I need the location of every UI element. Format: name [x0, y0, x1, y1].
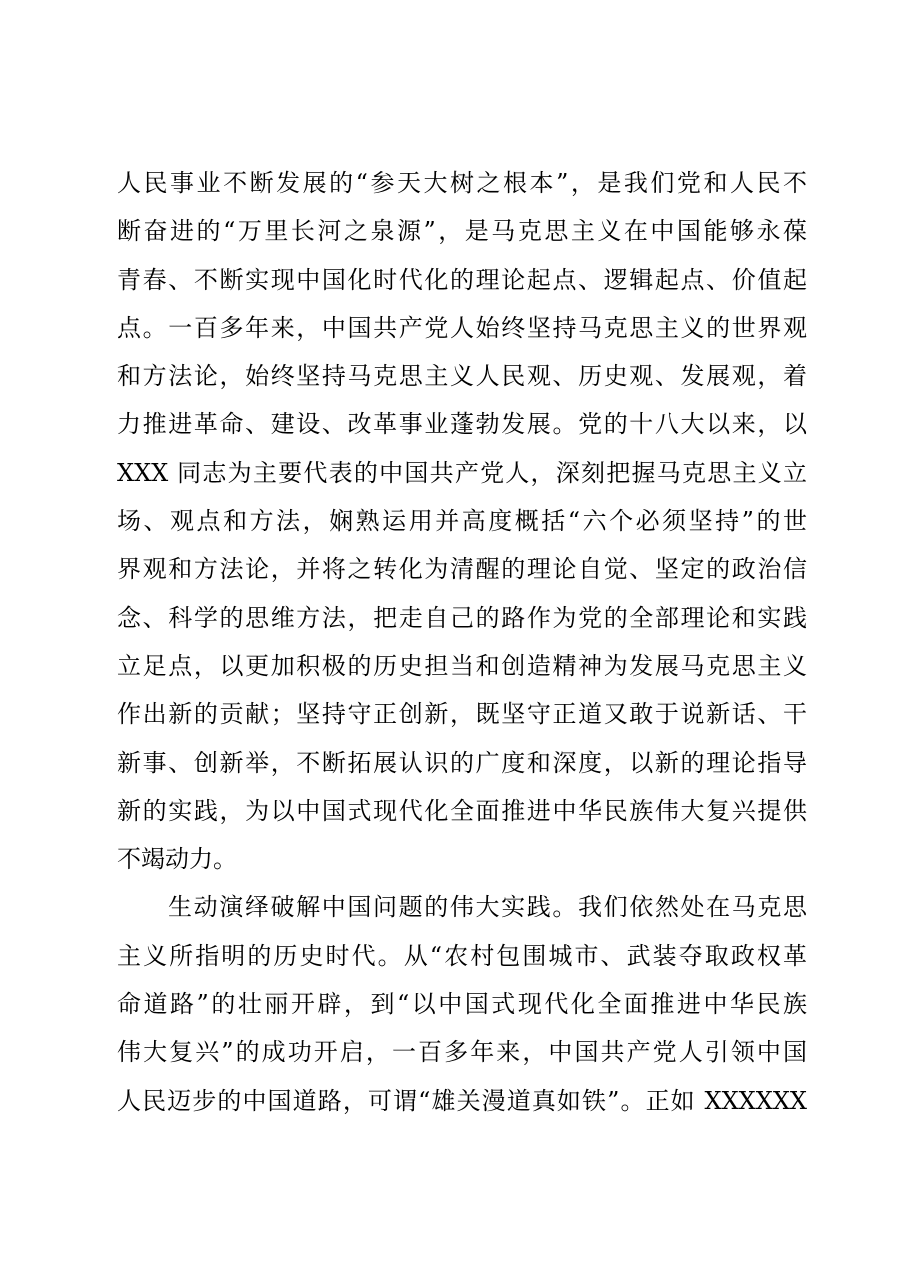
- paragraph-1: [117, 159, 807, 883]
- text-line: 新事、创新举，不断拓展认识的广度和深度，以新的理论指导: [117, 748, 807, 777]
- text-line: 不竭动力。: [117, 845, 237, 874]
- text-line: 生动演绎破解中国问题的伟大实践。我们依然处在马克思: [168, 893, 807, 922]
- text-line: 主义所指明的历史时代。从“农村包围城市、武装夺取政权革: [117, 941, 807, 970]
- text-line: 新的实践，为以中国式现代化全面推进中华民族伟大复兴提供: [117, 796, 807, 825]
- text-line: 立足点，以更加积极的历史担当和创造精神为发展马克思主义: [117, 651, 807, 680]
- text-line: 伟大复兴”的成功开启，一百多年来，中国共产党人引领中国: [117, 1038, 807, 1067]
- text-line: 人民事业不断发展的“参天大树之根本”，是我们党和人民不: [117, 169, 807, 197]
- text-line: 界观和方法论，并将之转化为清醒的理论自觉、坚定的政治信: [117, 555, 807, 584]
- paragraph-2: [117, 883, 807, 1124]
- text-line: 念、科学的思维方法，把走自己的路作为党的全部理论和实践: [117, 603, 807, 632]
- text-line: 作出新的贡献；坚持守正创新，既坚守正道又敢于说新话、干: [117, 700, 807, 729]
- text-line: 断奋进的“万里长河之泉源”，是马克思主义在中国能够永葆: [117, 217, 807, 246]
- text-line: 和方法论，始终坚持马克思主义人民观、历史观、发展观，着: [117, 362, 807, 391]
- text-line: 命道路”的壮丽开辟，到“以中国式现代化全面推进中华民族: [117, 990, 807, 1019]
- text-line: 青春、不断实现中国化时代化的理论起点、逻辑起点、价值起: [117, 265, 807, 294]
- text-line: XXX 同志为主要代表的中国共产党人，深刻把握马克思主义立: [117, 458, 807, 487]
- text-line: 人民迈步的中国道路，可谓“雄关漫道真如铁”。正如 XXXXXX: [117, 1086, 807, 1115]
- body-text: [117, 159, 807, 1125]
- text-line: 力推进革命、建设、改革事业蓬勃发展。党的十八大以来，以: [117, 410, 807, 439]
- text-line: 场、观点和方法，娴熟运用并高度概括“六个必须坚持”的世: [117, 507, 807, 536]
- text-line: 点。一百多年来，中国共产党人始终坚持马克思主义的世界观: [117, 313, 807, 342]
